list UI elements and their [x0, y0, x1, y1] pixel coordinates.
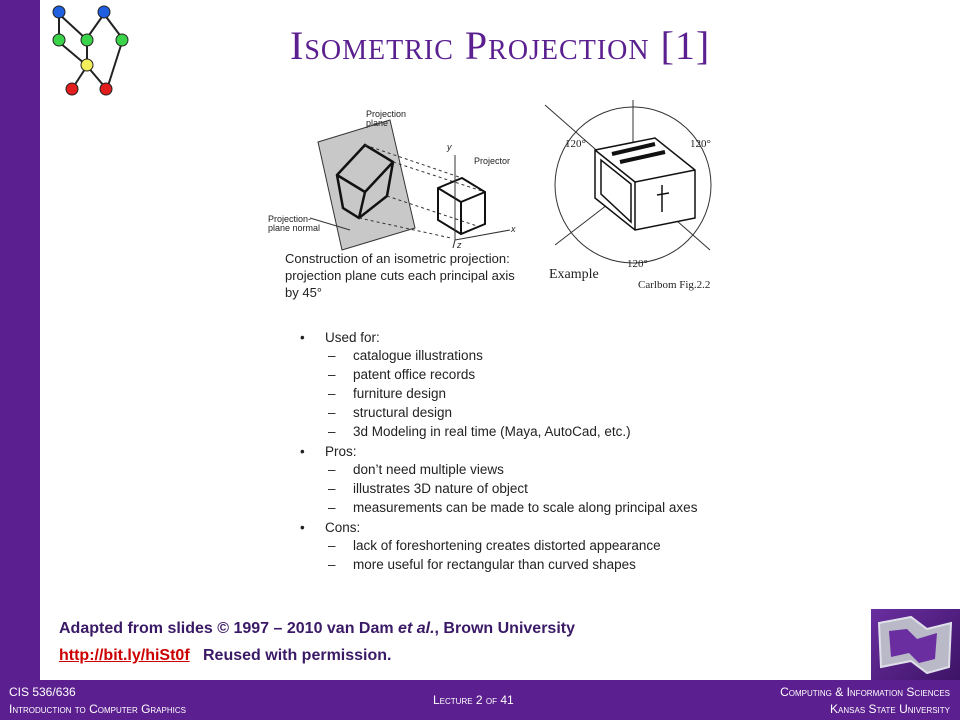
wildcat-icon — [871, 609, 960, 680]
dash-icon: – — [328, 557, 336, 572]
bullet-heading-text: Pros: — [325, 444, 357, 459]
bullet-heading-text: Cons: — [325, 520, 361, 535]
bullet-heading — [298, 330, 728, 345]
plane-normal-label: Projection-plane normal — [268, 214, 321, 233]
kstate-wildcat-logo — [871, 609, 960, 680]
bullet-heading — [298, 520, 728, 535]
angle-top-left-label: 120° — [565, 138, 586, 150]
bullet-heading-text: Used for: — [325, 330, 380, 345]
list-item — [298, 404, 728, 421]
list-item — [298, 385, 728, 402]
list-item — [298, 423, 728, 440]
footer-department: Computing & Information Sciences — [780, 685, 950, 699]
group-pros — [298, 444, 728, 516]
bullet-heading — [298, 444, 728, 459]
projector-label: Projector — [474, 156, 511, 166]
list-item-text: patent office records — [353, 367, 476, 382]
bullet-list — [298, 330, 728, 577]
list-item-text: furniture design — [353, 386, 447, 401]
dash-icon: – — [328, 538, 336, 553]
footer-university: Kansas State University — [830, 702, 950, 716]
slide-title: Isometric Projection [1] — [290, 23, 711, 68]
figure-credit: Carlbom Fig.2.2 — [638, 279, 711, 291]
axis-y-label: y — [447, 142, 452, 152]
list-item-text: don’t need multiple views — [353, 462, 504, 477]
dash-icon: – — [328, 348, 336, 363]
list-item-text: measurements can be made to scale along principal axes — [353, 500, 698, 515]
attribution-prefix: Adapted from slides © 1997 – 2010 van Dam — [59, 620, 399, 637]
bullet-dot-icon: • — [300, 444, 305, 459]
list-item-text: lack of foreshortening creates distorted appearance — [353, 538, 661, 553]
source-link[interactable]: http://bit.ly/hiSt0f — [59, 647, 190, 664]
list-item-text: more useful for rectangular than curved shapes — [353, 557, 636, 572]
example-label: Example — [549, 267, 599, 282]
list-item — [298, 480, 728, 497]
list-item — [298, 499, 728, 516]
dash-icon: – — [328, 405, 336, 420]
footer-course-code: CIS 536/636 — [9, 685, 76, 699]
angle-top-right-label: 120° — [690, 138, 711, 150]
dash-icon: – — [328, 500, 336, 515]
attribution-italic: et al. — [398, 620, 435, 637]
figure-caption: Construction of an isometric projection: projection plane cuts each principal axis by 45° — [285, 251, 515, 300]
angle-bottom-label: 120° — [627, 258, 648, 270]
axis-x-label: x — [511, 224, 516, 234]
footer-lecture: Lecture 2 of 41 — [433, 693, 514, 707]
list-item-text: illustrates 3D nature of object — [353, 481, 528, 496]
dash-icon: – — [328, 462, 336, 477]
list-item-text: catalogue illustrations — [353, 348, 483, 363]
projection-plane-label: Projection plane — [366, 109, 407, 128]
list-item — [298, 556, 728, 573]
list-item — [298, 537, 728, 554]
dash-icon: – — [328, 386, 336, 401]
bullet-dot-icon: • — [300, 330, 305, 345]
axis-z-label: z — [457, 240, 462, 250]
left-sidebar-bar — [0, 0, 40, 680]
dash-icon: – — [328, 481, 336, 496]
footer-course-title: Introduction to Computer Graphics — [9, 702, 186, 716]
attribution-suffix: , Brown University — [434, 620, 575, 637]
list-item — [298, 366, 728, 383]
group-used-for — [298, 330, 728, 440]
graph-logo-icon — [42, 2, 132, 98]
reuse-permission-text: Reused with permission. — [203, 647, 392, 664]
list-item-text: structural design — [353, 405, 453, 420]
attribution-line — [59, 620, 575, 638]
list-item-text: 3d Modeling in real time (Maya, AutoCad, etc.) — [353, 424, 631, 439]
group-cons — [298, 520, 728, 573]
bullet-dot-icon: • — [300, 520, 305, 535]
list-item — [298, 461, 728, 478]
list-item — [298, 347, 728, 364]
dash-icon: – — [328, 424, 336, 439]
isometric-figure — [255, 100, 725, 340]
attribution-link-line — [59, 647, 391, 665]
dash-icon: – — [328, 367, 336, 382]
